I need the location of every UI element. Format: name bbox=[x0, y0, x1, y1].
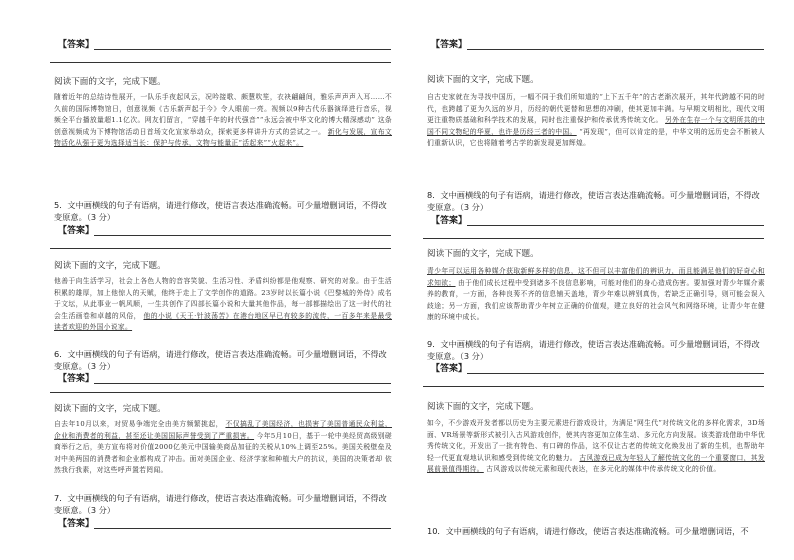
underlined-sentence: 他的小说《天王·针波荡苦》在港台地区早已有较多的流传，一百多年来是最受读者欢迎的外国小说家。 bbox=[54, 311, 392, 331]
answer-line[interactable] bbox=[94, 235, 391, 236]
passage-text bbox=[427, 266, 765, 336]
question-6: 6．文中画横线的句子有语病，请进行修改，使语言表达准确流畅。可少量增删词语，不得改变原意。（3 分） bbox=[54, 349, 387, 371]
answer-row bbox=[50, 38, 395, 52]
rule-line bbox=[423, 386, 764, 387]
question-10: 10．文中画横线的句子有语病，请进行修改，使语言表达准确流畅。可少量增删词语，不 bbox=[427, 526, 749, 536]
answer-label: 【答案】 bbox=[58, 519, 95, 529]
passage-part: 这条创意视频成为下博物馆活动日首场文化宣家举动众，探索更多样讲升方式的尝试之一。 bbox=[54, 116, 392, 136]
reading-prompt: 阅读下面的文字，完成下题。 bbox=[54, 261, 166, 271]
underlined-sentence: 不仅搞乱了美国经济，也损害了美国普通民众利益，企业和消费者的利益，甚至还让美国国际声誉受到了严重损害。 bbox=[54, 420, 392, 440]
passage-text bbox=[427, 418, 765, 522]
passage-text bbox=[54, 92, 392, 194]
passage-part: 自古史家就在为寻找中国历，一幅不同于我们所知道的“上下五千年”的古老渐次展开，其年代跨越不同的时代，也跨越了更为久远的岁月，历经的朝代更替和思想的冲刷，使其更加丰满。与早期文明相比，现代文明更注重物质基础和科学技术的发展，同时也注重保护和传承优秀传统文化。 bbox=[427, 93, 765, 124]
passage-part: “再发现”，但可以肯定的是，中华文明的远历史会不断被人们重新认识，它也将随着考古学的新发现更加辉煌。 bbox=[427, 127, 765, 147]
underlined-sentence: 新化与发展，宣布文物活化从强于更为选择适当长：保护与传承，文物与能量正“活起来”“火起来”。 bbox=[54, 127, 392, 147]
answer-line[interactable] bbox=[467, 225, 764, 226]
answer-line[interactable] bbox=[467, 373, 764, 374]
answer-row bbox=[50, 372, 395, 386]
reading-prompt: 阅读下面的文字，完成下题。 bbox=[54, 404, 166, 414]
question-8: 8．文中画横线的句子有语病，请进行修改，使语言表达准确流畅。可少量增删词语，不得改变原意。（3 分） bbox=[427, 190, 760, 212]
answer-line[interactable] bbox=[94, 383, 391, 384]
passage-part: 他善于向生活学习，社会上各色人物的音容笑貌、生活习性、矛盾纠纷都是他观察、研究的对象。由于生活积累的雄厚，加上他惊人的天赋，他终于走上了文学创作的道路。23岁时以长篇小说《巴黎城的外侍》成名于文坛，从此事业一帆风顺，一生共创作了四部长篇小说和大量其他作品，每一部都描绘出了这一时代的社会生活画卷和卓越的风俗， bbox=[54, 277, 392, 320]
answer-label: 【答案】 bbox=[58, 40, 95, 50]
right-column bbox=[423, 0, 768, 560]
answer-row bbox=[50, 224, 395, 238]
passage-part: 随着近年的总结诗性展开，一队乐手夜起风云，况吟接歌、颇慧吹笙，衣袂翩翩间，雅乐声声声入耳……不久前的国际博物馆日，创意视频《古乐新声起于今》令人眼前一亮。视频以9种古代乐器演绎进行音乐，视频全平台播放量超1.1亿次。网友们留言，“穿越千年的时代强音”“永远会被中华文化的博大精深感动” bbox=[54, 93, 392, 124]
answer-label: 【答案】 bbox=[58, 226, 95, 236]
answer-label: 【答案】 bbox=[431, 364, 468, 374]
underlined-sentence: 青少年可以运用各种媒介获取新鲜多样的信息，这不但可以丰富他们的辨识力，而且能满足他们的好奇心和求知欲； bbox=[427, 267, 765, 287]
passage-part: 今年5月10日，基于一轮中美经贸高级别磋商举行之后，美方宣布将对价值2000亿美元中国输美商品加征的关税从10%上调至25%。美国关税壁垒及对中美两国的消费者和企业都构成了冲击。面对美国企业、经济学家和种植大户的抗议，美国的决策者却 依然我行我素，对这些呼声置若罔闻。 bbox=[54, 431, 392, 474]
reading-prompt: 阅读下面的文字，完成下题。 bbox=[427, 402, 539, 412]
column-divider bbox=[397, 38, 398, 538]
rule-line bbox=[423, 238, 764, 239]
rule-line bbox=[50, 248, 391, 249]
reading-prompt: 阅读下面的文字，完成下题。 bbox=[54, 77, 166, 87]
reading-prompt: 阅读下面的文字，完成下题。 bbox=[427, 249, 539, 259]
question-7: 7．文中画横线的句子有语病，请进行修改，使语言表达准确流畅。可少量增删词语，不得改变原意。（3 分） bbox=[54, 493, 387, 515]
rule-line bbox=[50, 392, 391, 393]
answer-label: 【答案】 bbox=[431, 40, 468, 50]
passage-text bbox=[54, 276, 392, 346]
reading-prompt: 阅读下面的文字，完成下题。 bbox=[427, 75, 539, 85]
passage-part: 由于他们成长过程中受到诸多不良信息影响，可能对他们的身心造成伤害。要加强对青少年媒介素养的教育，一方面，各种良莠不齐的信息铺天盖地，青少年难以辨别真伪，若缺乏正确引导，则可能会误入歧途；另一方面，我们应该帮助青少年树立正确的价值观，建立良好的社会风气和网络环境，让青少年在健康的环境中成长。 bbox=[427, 278, 765, 321]
passage-text bbox=[54, 419, 392, 489]
answer-row bbox=[423, 362, 768, 376]
answer-line[interactable] bbox=[94, 49, 391, 50]
question-5: 5．文中画横线的句子有语病，请进行修改，使语言表达准确流畅。可少量增删词语，不得改变原意。（3 分） bbox=[54, 200, 387, 222]
underlined-sentence: 另外在生存一个与文明所共的中国不同文物纪的华夏，也许是历经三者的中国。 bbox=[427, 116, 765, 136]
answer-line[interactable] bbox=[94, 528, 391, 529]
passage-part: 如今，不少游戏开发者都以历史为主要元素进行游戏设计，为满足“网生代”对传统文化的多样化需求，3D场面、VR场景等新形式被引入古风游戏创作，使其内容更加立体生动、多元化方向发展。该类游戏借助中华优秀传统文化，开发出了一批有特色、有口碑的作品，这不仅让古老的传统文化焕发出了新的生机，也帮助年轻一代更直观地认识和感受到传统文化的魅力。 bbox=[427, 419, 765, 462]
answer-row bbox=[423, 38, 768, 52]
rule-line bbox=[50, 62, 391, 63]
passage-text bbox=[427, 92, 765, 184]
left-column bbox=[50, 0, 395, 560]
passage-part: 古风游戏以传统元素和现代表达，在多元化的媒体中传承传统文化的价值。 bbox=[486, 465, 721, 473]
question-9: 9．文中画横线的句子有语病，请进行修改，使语言表达准确流畅。可少量增删词语，不得改变原意。（3 分） bbox=[427, 339, 760, 361]
passage-part: 自去年10月以来，对贸易争端完全由美方频繁挑起， bbox=[54, 420, 223, 428]
answer-label: 【答案】 bbox=[58, 374, 95, 384]
answer-row bbox=[423, 214, 768, 228]
answer-label: 【答案】 bbox=[431, 216, 468, 226]
answer-line[interactable] bbox=[467, 49, 764, 50]
answer-row bbox=[50, 517, 395, 531]
underlined-sentence: 古风游戏已成为年轻人了解传统文化的一个重要窗口，其发展前景值得期待。 bbox=[427, 453, 765, 473]
